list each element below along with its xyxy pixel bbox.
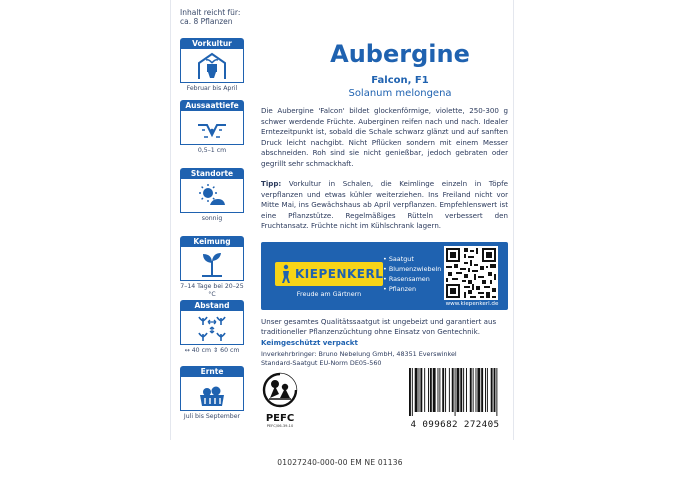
brand-product-item: • Blumenzwiebeln — [383, 264, 441, 274]
barcode-bar — [430, 368, 432, 412]
barcode-bar — [415, 368, 418, 412]
info-title: Abstand — [180, 300, 244, 311]
barcode-bar — [433, 368, 436, 412]
tip-label: Tipp: — [261, 179, 282, 188]
barcode-bar — [476, 368, 477, 412]
info-title: Keimung — [180, 236, 244, 247]
info-vorkultur — [180, 38, 244, 93]
barcode-bar — [412, 368, 413, 416]
barcode-bar — [452, 368, 454, 412]
pefc-name: PEFC — [265, 413, 295, 424]
brand-product-item: • Saatgut — [383, 254, 441, 264]
info-caption: 0,5–1 cm — [197, 147, 227, 154]
brand-product-item: • Rasensamen — [383, 274, 441, 284]
seedling-icon — [180, 247, 244, 281]
barcode-digits: 4 099682 272405 — [410, 419, 500, 430]
content-amount: ca. 8 Pflanzen — [180, 17, 233, 26]
brand-logo — [275, 262, 383, 286]
barcode-bar — [481, 368, 483, 412]
info-title: Vorkultur — [180, 38, 244, 49]
pefc-tree-icon — [262, 372, 298, 408]
barcode-bar — [419, 368, 420, 412]
tip-paragraph — [261, 179, 508, 232]
barcode-bars — [403, 368, 507, 418]
barcode-bar — [455, 368, 456, 416]
barcode-bar — [442, 368, 444, 412]
pefc-logo — [262, 372, 298, 428]
info-caption: ↔ 40 cm ⇕ 60 cm — [184, 347, 240, 354]
barcode-bar — [485, 368, 486, 412]
product-description: Die Aubergine 'Falcon' bildet glockenförmige, violette, 250-300 g schwer werdende Früchte. Auberginen reifen nach und nach. Idealer Erntezeitpunkt ist, sobald die Schale schwarz glänzt und auf sanften Druck leicht nachgibt. Nicht Pflücken sondern mit einem Messer abschneiden. Roh sind sie nicht genießbar, jedoch gebraten oder gegrillt sehr schmackhaft. — [261, 106, 508, 168]
info-abstand — [180, 300, 244, 355]
brand-product-item: • Pflanzen — [383, 284, 441, 294]
barcode-bar — [424, 368, 425, 412]
barcode-bar — [473, 368, 474, 412]
info-caption: Juli bis September — [183, 413, 241, 420]
pefc-code: PEFC/06-39-10 — [266, 424, 294, 428]
product-variety: Falcon, F1 — [371, 75, 429, 86]
greenhouse-icon — [180, 49, 244, 83]
quality-statement — [261, 317, 508, 348]
barcode-bar — [494, 368, 496, 412]
product-title: Aubergine — [330, 40, 470, 68]
barcode-bar — [477, 368, 480, 412]
barcode-bar — [420, 368, 422, 412]
barcode-bar — [460, 368, 462, 412]
brand-name: KIEPENKERL — [295, 267, 384, 281]
product-latin-name: Solanum melongena — [348, 88, 452, 99]
barcode-bar — [428, 368, 429, 412]
quality-text: Unser gesamtes Qualitätssaatgut ist ungebeizt und garantiert aus traditioneller Pflanzenzüchtung ohne Einsatz von Gentechnik. — [261, 317, 497, 337]
brand-url[interactable]: www.kiepenkerl.de — [445, 301, 499, 307]
barcode-bar — [439, 368, 440, 412]
hiker-icon — [280, 264, 292, 284]
info-title: Standorte — [180, 168, 244, 179]
tip-text: Vorkultur in Schalen, die Keimlinge einzeln in Töpfe verpflanzen und etwas kühler weiterziehen. Ins Freiland nicht vor Mitte Mai, ins Gewächshaus ab April verpflanzen. Empfehlenswert ist eine Pflanzstütze. Regelmäßiges Rütteln verbessert den Fruchtansatz. Früchte nicht im Kühlschrank lagern. — [261, 179, 508, 231]
ean-barcode — [403, 368, 507, 430]
brand-product-list — [383, 254, 441, 294]
legal-info — [261, 350, 508, 368]
brand-banner — [261, 242, 508, 310]
barcode-bar — [487, 368, 488, 412]
distributor-line: Inverkehrbringer: Bruno Nebelung GmbH, 48351 Everswinkel — [261, 350, 457, 358]
barcode-bar — [463, 368, 464, 412]
barcode-bar — [445, 368, 446, 412]
sowing-depth-icon — [180, 111, 244, 145]
info-title: Aussaattiefe — [180, 100, 244, 111]
barcode-bar — [449, 368, 450, 412]
info-caption: Februar bis April — [186, 85, 238, 92]
quality-seal: Keimgeschützt verpackt — [261, 337, 358, 347]
spacing-icon — [180, 311, 244, 345]
info-caption: sonnig — [201, 215, 223, 222]
standard-line: Standard-Saatgut EU-Norm DE05-560 — [261, 359, 382, 368]
info-aussaattiefe — [180, 100, 244, 155]
barcode-bar — [496, 368, 497, 416]
barcode-bar — [409, 368, 411, 416]
barcode-bar — [470, 368, 472, 412]
barcode-bar — [491, 368, 493, 412]
brand-slogan: Freude am Gärtnern — [296, 290, 362, 298]
info-caption: 7–14 Tage bei 20–25 °C — [180, 283, 244, 298]
info-keimung — [180, 236, 244, 299]
info-standorte — [180, 168, 244, 223]
requirements — [180, 8, 246, 26]
barcode-bar — [438, 368, 439, 412]
sun-icon — [180, 179, 244, 213]
qr-code[interactable] — [444, 246, 498, 300]
barcode-bar — [466, 368, 467, 412]
info-ernte — [180, 366, 244, 421]
content-label: Inhalt reicht für: — [180, 8, 241, 17]
harvest-crate-icon — [180, 377, 244, 411]
info-title: Ernte — [180, 366, 244, 377]
barcode-bar — [457, 368, 460, 412]
article-code: 01027240-000-00 EM NE 01136 — [277, 458, 403, 467]
